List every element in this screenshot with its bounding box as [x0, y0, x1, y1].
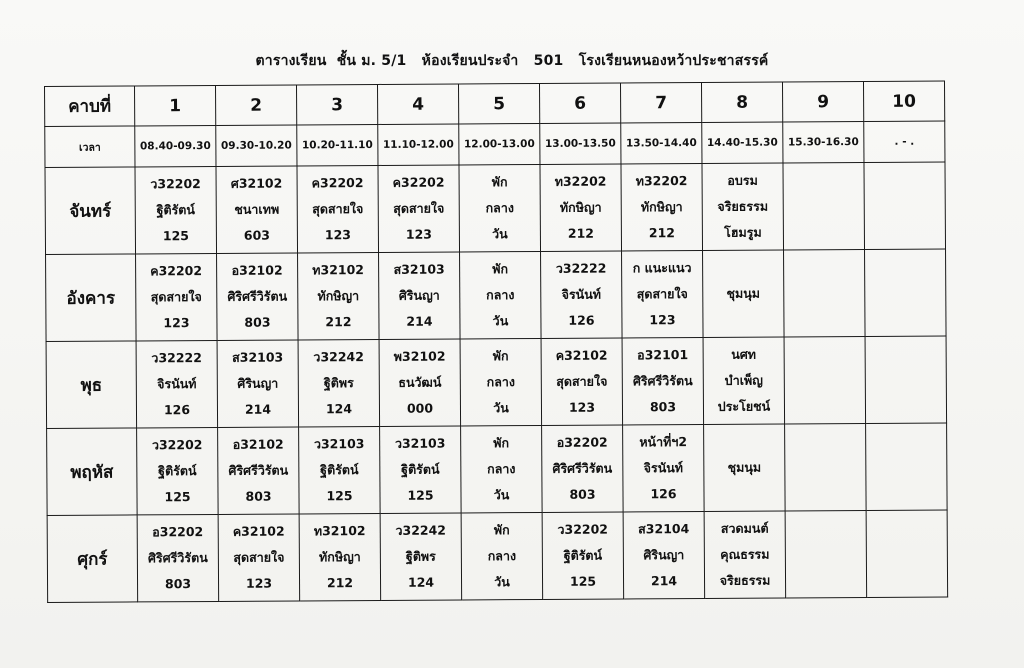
teacher-name: กลาง: [486, 287, 515, 303]
header-row: [45, 81, 945, 126]
schedule-cell: [704, 424, 786, 511]
time-slot: 13.50-14.40: [621, 122, 702, 163]
day-row: [45, 162, 946, 254]
teacher-name: กลาง: [486, 374, 516, 390]
room-number: 125: [569, 573, 597, 589]
time-slot: 08.40-09.30: [135, 125, 216, 166]
subject-code: ท32102: [313, 523, 366, 539]
room-number: 126: [163, 402, 191, 418]
schedule-cell: [299, 513, 381, 600]
schedule-cell: [703, 337, 785, 424]
schedule-cell: [299, 426, 381, 513]
period-number: 3: [296, 84, 377, 124]
schedule-cell: [136, 253, 218, 340]
room-number: โฮมรูม: [724, 224, 762, 240]
schedule-cell: [542, 425, 624, 512]
room-number: 123: [245, 575, 273, 591]
schedule-cell: [866, 423, 948, 510]
subject-code: ส32103: [232, 349, 284, 365]
subject-code: ก แนะแนว: [632, 260, 692, 276]
teacher-name: กลาง: [487, 548, 517, 564]
schedule-cell: [621, 163, 703, 250]
room-number: 125: [164, 489, 191, 505]
schedule-cell: [541, 338, 623, 425]
time-slot: 15.30-16.30: [783, 121, 864, 162]
schedule-cell: [461, 512, 543, 599]
schedule-cell: [785, 510, 867, 597]
day-row: [46, 249, 947, 341]
teacher-name: ฐิติพร: [405, 548, 436, 564]
day-name: อังคาร: [46, 254, 137, 342]
room-number: 124: [407, 574, 435, 590]
teacher-name: ทักษิญา: [317, 288, 360, 304]
teacher-name: ฐิติรัตน์: [158, 463, 197, 479]
schedule-cell: [135, 166, 217, 253]
room-number: 603: [243, 227, 271, 243]
subject-code: พัก: [493, 522, 510, 538]
subject-code: ว32222: [151, 350, 202, 366]
room-number: 803: [164, 576, 192, 592]
schedule-cell: [459, 164, 541, 251]
subject-code: พัก: [492, 261, 509, 277]
teacher-name: ศิรินญา: [643, 547, 685, 563]
room-number: 214: [650, 573, 678, 589]
teacher-name: ศิริศรีวิรัตน: [227, 288, 288, 304]
day-name: พฤหัส: [47, 428, 138, 516]
subject-code: ค32202: [392, 174, 445, 190]
period-number: 1: [135, 85, 216, 125]
period-number: 2: [215, 85, 296, 125]
subject-code: สวดมนต์: [720, 520, 769, 536]
schedule-cell: [298, 252, 380, 339]
room-number: วัน: [492, 313, 509, 329]
room-number: 212: [648, 225, 676, 241]
schedule-cell: [218, 427, 300, 514]
teacher-name: ทักษิญา: [559, 199, 602, 215]
subject-code: ว32242: [313, 349, 364, 365]
period-number: 8: [701, 82, 782, 122]
subject-code: ท32202: [554, 173, 607, 189]
subject-code: ค32202: [150, 263, 203, 279]
subject-code: อ32102: [232, 436, 284, 452]
schedule-cell: [623, 511, 705, 598]
teacher-name: คุณธรรม: [720, 546, 770, 562]
teacher-name: สุดสายใจ: [233, 549, 285, 565]
schedule-cell: [217, 340, 299, 427]
day-name: ศุกร์: [47, 515, 138, 603]
subject-code: อ32202: [152, 524, 204, 540]
time-slot: 13.00-13.50: [540, 123, 621, 164]
teacher-name: จริยธรรม: [717, 198, 769, 214]
subject-code: ศ32102: [230, 175, 283, 191]
room-number: 803: [569, 486, 596, 502]
schedule-cell: [461, 425, 543, 512]
room-number: 124: [325, 401, 353, 417]
room-number: 212: [567, 225, 595, 241]
subject-code: ค32102: [555, 347, 608, 363]
subject-code: อบรม: [727, 172, 758, 188]
time-slot: 12.00-13.00: [459, 123, 540, 164]
schedule-cell: [784, 336, 866, 423]
period-number: 6: [539, 83, 620, 123]
subject-code: ท32202: [635, 173, 688, 189]
schedule-cell: [864, 162, 946, 249]
time-slot: 10.20-11.10: [297, 124, 378, 165]
teacher-name: ฐิติรัตน์: [156, 202, 196, 218]
schedule-cell: [623, 424, 705, 511]
room-number: 214: [406, 313, 433, 329]
schedule-title: ตารางเรียน ชั้น ม. 5/1 ห้องเรียนประจำ 501 โรงเรียนหนองหว้าประชาสรรค์: [255, 53, 769, 69]
teacher-name: สุดสายใจ: [312, 201, 364, 217]
room-number: 803: [245, 488, 272, 504]
room-number: 126: [650, 486, 677, 502]
room-number: วัน: [494, 574, 510, 590]
schedule-cell: [704, 511, 786, 598]
period-number: 10: [863, 81, 944, 121]
room-number: 212: [325, 314, 352, 330]
timetable: [44, 80, 948, 602]
room-number: จริยธรรม: [719, 572, 771, 588]
schedule-cell: [866, 510, 948, 597]
subject-code: ชุมนุม: [727, 459, 762, 475]
time-slot: . - .: [864, 121, 945, 162]
period-number: 5: [458, 83, 539, 123]
subject-code: ว32242: [395, 522, 447, 538]
time-row: [45, 121, 945, 167]
schedule-cell: [137, 427, 219, 514]
subject-code: พัก: [492, 348, 509, 364]
subject-code: พัก: [493, 435, 510, 451]
day-name: พุธ: [46, 341, 137, 429]
teacher-name: จิรนันท์: [561, 286, 602, 302]
room-number: 123: [568, 399, 596, 415]
room-number: 000: [406, 400, 434, 416]
teacher-name: ศิริศรีวิรัตน: [552, 460, 613, 476]
room-number: 126: [568, 312, 595, 328]
day-row: [46, 336, 947, 428]
teacher-name: ศิรินญา: [237, 375, 279, 391]
schedule-cell: [216, 166, 298, 253]
schedule-cell: [622, 250, 704, 337]
schedule-cell: [785, 423, 867, 510]
room-number: 214: [244, 401, 272, 417]
subject-code: พัก: [491, 174, 508, 190]
day-row: [47, 510, 948, 602]
teacher-name: บำเพ็ญ: [724, 372, 763, 388]
subject-code: ว32103: [313, 436, 365, 452]
teacher-name: สุดสายใจ: [556, 373, 608, 389]
teacher-name: ศิริศรีวิรัตน: [147, 550, 208, 566]
teacher-name: ศิริศรีวิรัตน: [632, 373, 693, 389]
room-number: วัน: [493, 400, 509, 416]
subject-code: ค32202: [311, 175, 364, 191]
subject-code: อ32102: [231, 262, 283, 278]
subject-code: ค32102: [232, 523, 285, 539]
room-number: 123: [324, 227, 352, 243]
teacher-name: สุดสายใจ: [150, 289, 202, 305]
subject-code: ส32104: [638, 521, 690, 537]
room-number: 125: [326, 488, 353, 504]
period-header-label: คาบที่: [45, 86, 135, 127]
room-number: 803: [649, 399, 677, 415]
time-row-label: เวลา: [45, 126, 135, 168]
teacher-name: ศิริศรีวิรัตน: [228, 462, 289, 478]
teacher-name: กลาง: [487, 461, 516, 477]
subject-code: ชุมนุม: [726, 285, 761, 301]
schedule-cell: [622, 337, 704, 424]
schedule-cell: [137, 514, 219, 601]
schedule-cell: [865, 249, 947, 336]
schedule-cell: [379, 339, 461, 426]
schedule-cell: [865, 336, 947, 423]
room-number: 123: [405, 226, 433, 242]
subject-code: นศท: [731, 346, 757, 362]
teacher-name: กลาง: [485, 200, 514, 216]
schedule-cell: [542, 512, 624, 599]
period-number: 9: [782, 81, 863, 121]
teacher-name: ธนวัฒน์: [398, 374, 442, 390]
schedule-cell: [218, 514, 300, 601]
room-number: 212: [326, 575, 354, 591]
subject-code: อ32101: [637, 347, 689, 363]
schedule-cell: [460, 338, 542, 425]
room-number: 125: [162, 228, 190, 244]
room-number: ประโยชน์: [717, 398, 771, 414]
teacher-name: ทักษิญา: [640, 199, 683, 215]
time-slot: 14.40-15.30: [702, 122, 783, 163]
subject-code: ท32102: [312, 262, 365, 278]
teacher-name: ฐิติรัตน์: [563, 547, 603, 563]
schedule-cell: [380, 426, 462, 513]
schedule-cell: [379, 252, 461, 339]
teacher-name: ทักษิญา: [318, 549, 361, 565]
schedule-cell: [298, 339, 380, 426]
subject-code: ส32103: [393, 261, 445, 277]
subject-code: อ32202: [556, 434, 608, 450]
subject-code: ว32222: [555, 260, 607, 276]
teacher-name: ฐิติรัตน์: [401, 461, 440, 477]
day-name: จันทร์: [45, 167, 136, 255]
schedule-cell: [783, 162, 865, 249]
subject-code: ว32202: [151, 437, 203, 453]
schedule-cell: [297, 165, 379, 252]
teacher-name: ฐิติพร: [323, 375, 354, 391]
room-number: 803: [244, 314, 271, 330]
day-row: [47, 423, 948, 515]
subject-code: ว32202: [150, 176, 201, 192]
teacher-name: จิรนันท์: [643, 460, 684, 476]
schedule-cell: [136, 340, 218, 427]
period-number: 4: [377, 84, 458, 124]
subject-code: พ32102: [393, 348, 446, 364]
schedule-cell: [541, 251, 623, 338]
schedule-cell: [784, 249, 866, 336]
schedule-cell: [540, 164, 622, 251]
room-number: 123: [649, 312, 676, 328]
schedule-cell: [217, 253, 299, 340]
room-number: 123: [163, 315, 190, 331]
teacher-name: สุดสายใจ: [393, 200, 445, 216]
room-number: วัน: [493, 487, 510, 503]
teacher-name: สุดสายใจ: [636, 286, 688, 302]
period-number: 7: [620, 82, 701, 122]
teacher-name: ศิรินญา: [398, 287, 440, 303]
time-slot: 11.10-12.00: [378, 124, 459, 165]
room-number: วัน: [492, 226, 508, 242]
subject-code: ว32103: [394, 435, 446, 451]
schedule-cell: [703, 250, 785, 337]
subject-code: ว32202: [557, 521, 609, 537]
teacher-name: ฐิติรัตน์: [320, 462, 359, 478]
schedule-cell: [380, 513, 462, 600]
teacher-name: จิรนันท์: [157, 376, 197, 392]
room-number: 125: [407, 487, 434, 503]
teacher-name: ชนาเทพ: [234, 201, 280, 217]
schedule-cell: [460, 251, 542, 338]
schedule-cell: [702, 163, 784, 250]
subject-code: หน้าที่ฯ2: [639, 434, 688, 450]
schedule-cell: [378, 165, 460, 252]
time-slot: 09.30-10.20: [216, 125, 297, 166]
